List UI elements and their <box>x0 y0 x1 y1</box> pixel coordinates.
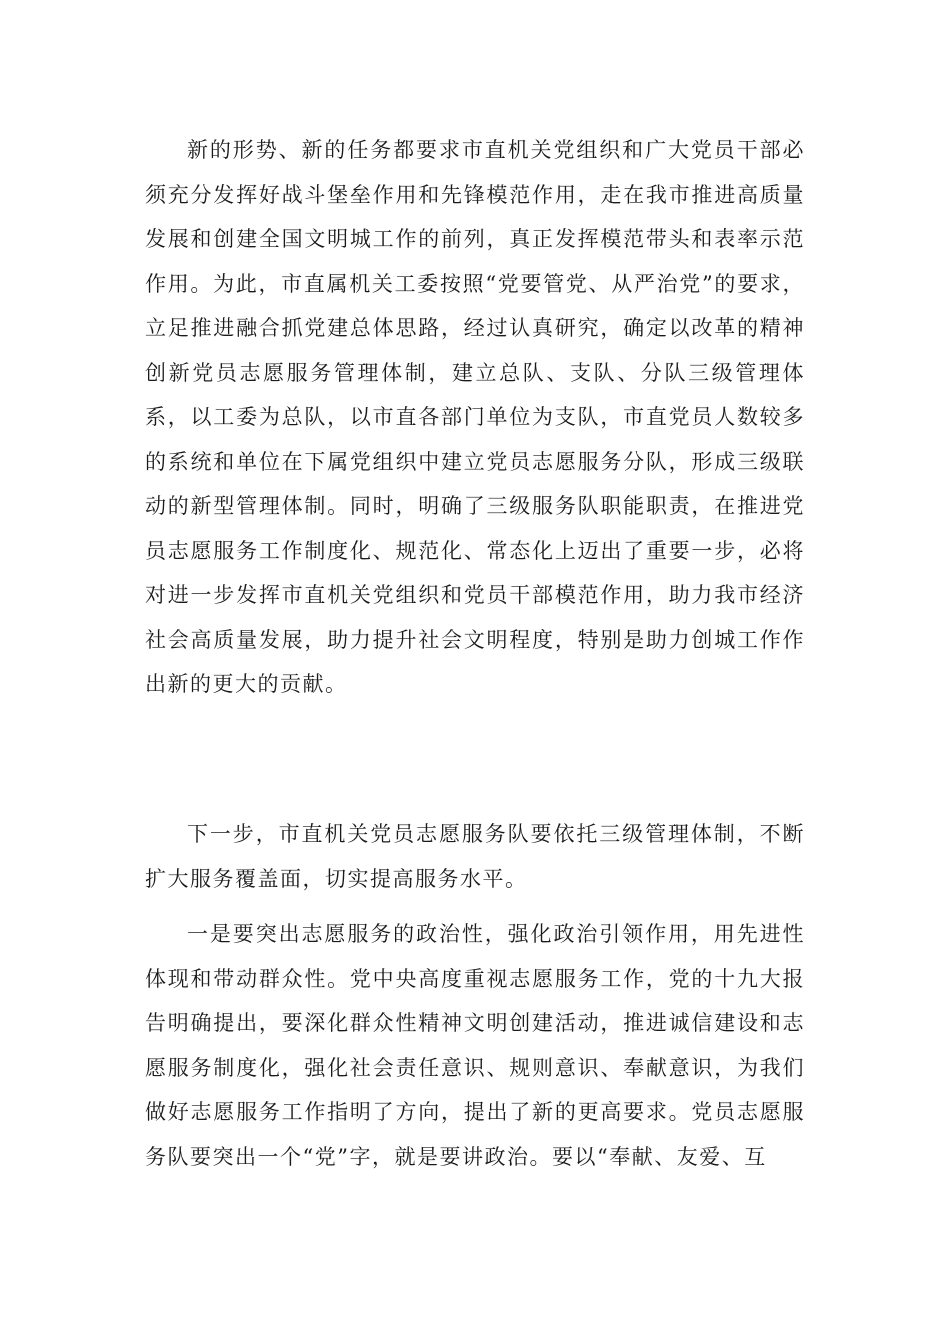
body-paragraph-3: 一是要突出志愿服务的政治性，强化政治引领作用，用先进性体现和带动群众性。党中央高度重视志愿服务工作，党的十九大报告明确提出，要深化群众性精神文明创建活动，推进诚信建设和志愿服务制度化，强化社会责任意识、规则意识、奉献意识，为我们做好志愿服务工作指明了方向，提出了新的更高要求。党员志愿服务队要突出一个“党”字，就是要讲政治。要以“奉献、友爱、互 <box>145 922 805 1169</box>
body-paragraph-1: 新的形势、新的任务都要求市直机关党组织和广大党员干部必须充分发挥好战斗堡垒作用和先锋模范作用，走在我市推进高质量发展和创建全国文明城工作的前列，真正发挥模范带头和表率示范作用。为此，市直属机关工委按照“党要管党、从严治党”的要求，立足推进融合抓党建总体思路，经过认真研究，确定以改革的精神创新党员志愿服务管理体制，建立总队、支队、分队三级管理体系，以工委为总队，以市直各部门单位为支队，市直党员人数较多的系统和单位在下属党组织中建立党员志愿服务分队，形成三级联动的新型管理体制。同时，明确了三级服务队职能职责，在推进党员志愿服务工作制度化、规范化、常态化上迈出了重要一步，必将对进一步发挥市直机关党组织和党员干部模范作用，助力我市经济社会高质量发展，助力提升社会文明程度，特别是助力创城工作作出新的更大的贡献。 <box>145 138 805 696</box>
body-paragraph-2: 下一步，市直机关党员志愿服务队要依托三级管理体制，不断扩大服务覆盖面，切实提高服务水平。 <box>145 822 805 891</box>
